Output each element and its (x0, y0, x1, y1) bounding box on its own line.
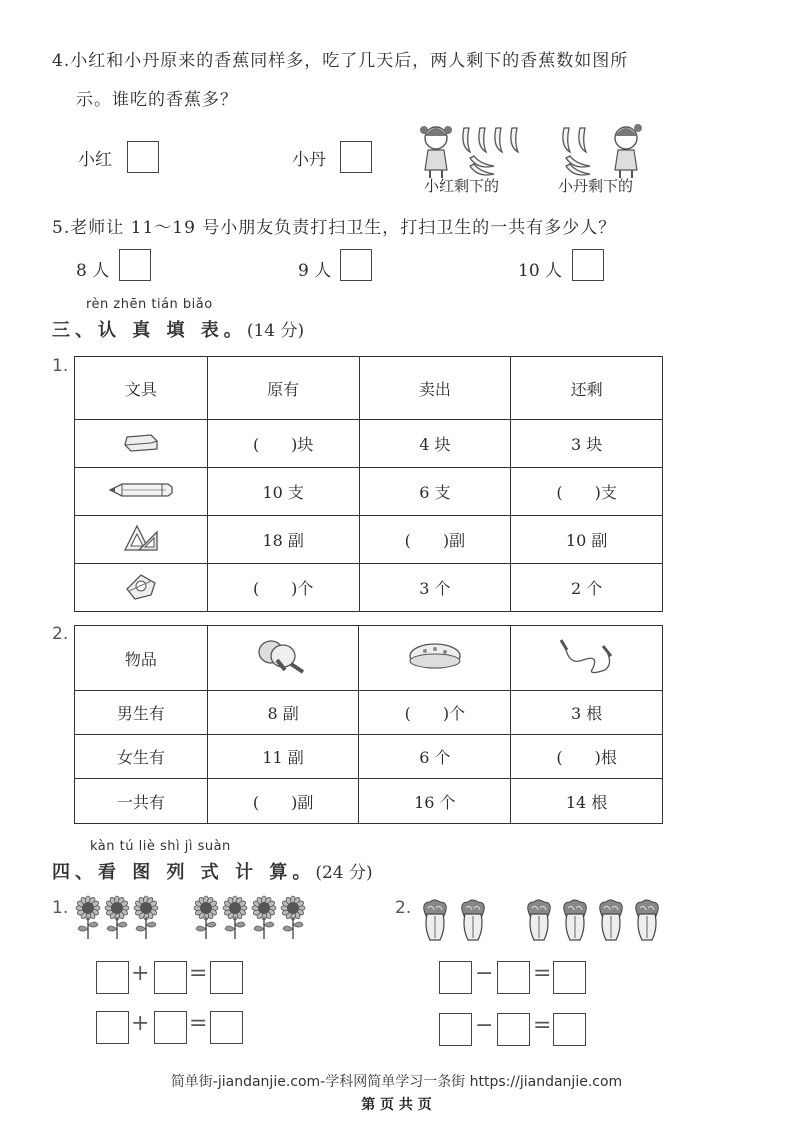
pencil-icon (108, 481, 174, 499)
table-cell[interactable]: ( )个 (359, 691, 511, 735)
table-cell[interactable]: ( )块 (207, 420, 359, 468)
p1-eq2-box-result[interactable] (210, 1011, 243, 1044)
cabbage-group-1 (418, 898, 498, 944)
minus-sign: − (475, 961, 494, 986)
equals-sign: = (533, 1013, 552, 1038)
table-cell: 10 副 (511, 516, 663, 564)
jump-rope-icon (559, 636, 615, 676)
triangle-ruler-icon (121, 522, 161, 554)
q4-answer-box-1[interactable] (127, 141, 159, 173)
table-cell: 11 副 (207, 735, 359, 779)
table-cell: 18 副 (207, 516, 359, 564)
p1-eq1-box-b[interactable] (154, 961, 187, 994)
plus-sign: + (131, 961, 150, 986)
q4-option-label: 小红 (78, 150, 112, 170)
xiaohong-bananas-illustration (414, 118, 554, 180)
table-cell[interactable]: ( )副 (359, 516, 511, 564)
table-cell[interactable]: ( )支 (511, 468, 663, 516)
table-row (75, 516, 663, 564)
table-cell: 3 根 (511, 691, 663, 735)
eraser-cell (75, 420, 208, 468)
banana-icon (463, 128, 518, 175)
q5-text: 老师让 11～19 号小朋友负责打扫卫生，打扫卫生的一共有多少人？ (70, 218, 617, 238)
q5-text-line (52, 213, 616, 238)
q4-number: 4. (52, 51, 71, 71)
q4-text: 小红和小丹原来的香蕉同样多，吃了几天后，两人剩下的香蕉数如图所 (70, 51, 629, 71)
q5-option-label: 8 人 (76, 261, 110, 281)
table-row (75, 735, 663, 779)
banana-icon (563, 128, 590, 175)
bread-cell (359, 626, 511, 691)
table-header-cell: 文具 (75, 357, 208, 420)
q4-text-line2: 示。谁吃的香蕉多？ (76, 90, 238, 110)
items-table-wrap (74, 625, 663, 823)
p1-eq1-box-result[interactable] (210, 961, 243, 994)
section4-title (52, 858, 373, 884)
sunflower-icon (103, 895, 131, 941)
sunflower-icon (74, 895, 102, 941)
q5-option-label: 9 人 (298, 261, 332, 281)
q5-answer-box-1[interactable] (119, 249, 151, 281)
sunflower-icon (132, 895, 160, 941)
q4-option-label: 小丹 (292, 150, 326, 170)
table-row (75, 468, 663, 516)
section4-title-text: 四、看 图 列 式 计 算。 (52, 862, 316, 883)
table-cell[interactable]: ( )个 (207, 564, 359, 612)
table-cell: 14 根 (511, 779, 663, 824)
table-header-row (75, 357, 663, 420)
table-cell: 10 支 (207, 468, 359, 516)
footer-source: 简单街-jiandanjie.com-学科网简单学习一条街 https://jiandanjie.com (170, 1074, 623, 1090)
q5-number: 5. (52, 218, 71, 238)
q4-caption-xiaodan: 小丹剩下的 (558, 177, 634, 195)
paddle-cell (207, 626, 359, 691)
table-cell: 2 个 (511, 564, 663, 612)
sharpener-cell (75, 564, 208, 612)
table-row-label: 女生有 (75, 735, 208, 779)
table-row (75, 420, 663, 468)
q4-answer-box-2[interactable] (340, 141, 372, 173)
table-cell: 16 个 (359, 779, 511, 824)
table-cell: 3 个 (359, 564, 511, 612)
cabbage-icon (558, 898, 592, 944)
pencil-cell (75, 468, 208, 516)
minus-sign: − (475, 1013, 494, 1038)
sunflower-icon (250, 895, 278, 941)
table-header-cell: 原有 (207, 357, 359, 420)
table-header-cell: 卖出 (359, 357, 511, 420)
sunflower-group-2 (192, 895, 322, 941)
problem2-number: 2. (395, 898, 412, 918)
cabbage-icon (630, 898, 664, 944)
cabbage-icon (522, 898, 556, 944)
section4-pinyin: kàn tú liè shì jì suàn (90, 839, 231, 854)
triangle-ruler-cell (75, 516, 208, 564)
items-table (74, 625, 663, 824)
table2-number: 2. (52, 624, 69, 644)
p2-eq1-box-a[interactable] (439, 961, 472, 994)
section3-title (52, 316, 304, 342)
cabbage-icon (456, 898, 490, 944)
section3-title-text: 三、认 真 填 表。 (52, 320, 247, 341)
p1-eq2-box-a[interactable] (96, 1011, 129, 1044)
stationery-table (74, 356, 663, 612)
p2-eq1-box-b[interactable] (497, 961, 530, 994)
plus-sign: + (131, 1011, 150, 1036)
equals-sign: = (189, 961, 208, 986)
girl-icon (615, 124, 642, 178)
sunflower-icon (192, 895, 220, 941)
table1-number: 1. (52, 356, 69, 376)
table-cell: 3 块 (511, 420, 663, 468)
p1-eq1-box-a[interactable] (96, 961, 129, 994)
jump-rope-cell (511, 626, 663, 691)
footer-page: 第 页 共 页 (361, 1097, 432, 1113)
table-header-cell: 还剩 (511, 357, 663, 420)
table-row-label: 一共有 (75, 779, 208, 824)
table-cell[interactable]: ( )根 (511, 735, 663, 779)
q4-caption-xiaohong: 小红剩下的 (424, 177, 500, 195)
table-cell: 6 个 (359, 735, 511, 779)
table-row-label: 男生有 (75, 691, 208, 735)
p2-eq2-box-result[interactable] (553, 1013, 586, 1046)
table-header-cell: 物品 (75, 626, 208, 691)
p1-eq2-box-b[interactable] (154, 1011, 187, 1044)
table-row (75, 691, 663, 735)
section4-points: (24 分) (315, 863, 373, 883)
xiaodan-bananas-illustration (560, 118, 660, 180)
girl-icon (420, 126, 452, 178)
table-header-row (75, 626, 663, 691)
table-cell: 8 副 (207, 691, 359, 735)
ping-pong-paddle-icon (255, 636, 311, 676)
q5-option-label: 10 人 (518, 261, 563, 281)
section3-points: (14 分) (246, 321, 305, 341)
sunflower-group-1 (74, 895, 174, 941)
equals-sign: = (533, 961, 552, 986)
table-row (75, 779, 663, 824)
p2-eq1-box-result[interactable] (553, 961, 586, 994)
eraser-icon (121, 431, 161, 453)
q4-text-line1 (52, 46, 628, 71)
p2-eq2-box-b[interactable] (497, 1013, 530, 1046)
q5-answer-box-2[interactable] (340, 249, 372, 281)
sunflower-icon (279, 895, 307, 941)
problem1-number: 1. (52, 898, 69, 918)
table-cell: 4 块 (359, 420, 511, 468)
bread-icon (407, 639, 463, 673)
sunflower-icon (221, 895, 249, 941)
table-cell: 6 支 (359, 468, 511, 516)
sharpener-icon (121, 569, 161, 603)
table-row (75, 564, 663, 612)
equals-sign: = (189, 1011, 208, 1036)
cabbage-group-2 (522, 898, 672, 944)
cabbage-icon (418, 898, 452, 944)
table-cell[interactable]: ( )副 (207, 779, 359, 824)
section3-pinyin: rèn zhēn tián biǎo (86, 297, 213, 312)
q5-answer-box-3[interactable] (572, 249, 604, 281)
cabbage-icon (594, 898, 628, 944)
p2-eq2-box-a[interactable] (439, 1013, 472, 1046)
